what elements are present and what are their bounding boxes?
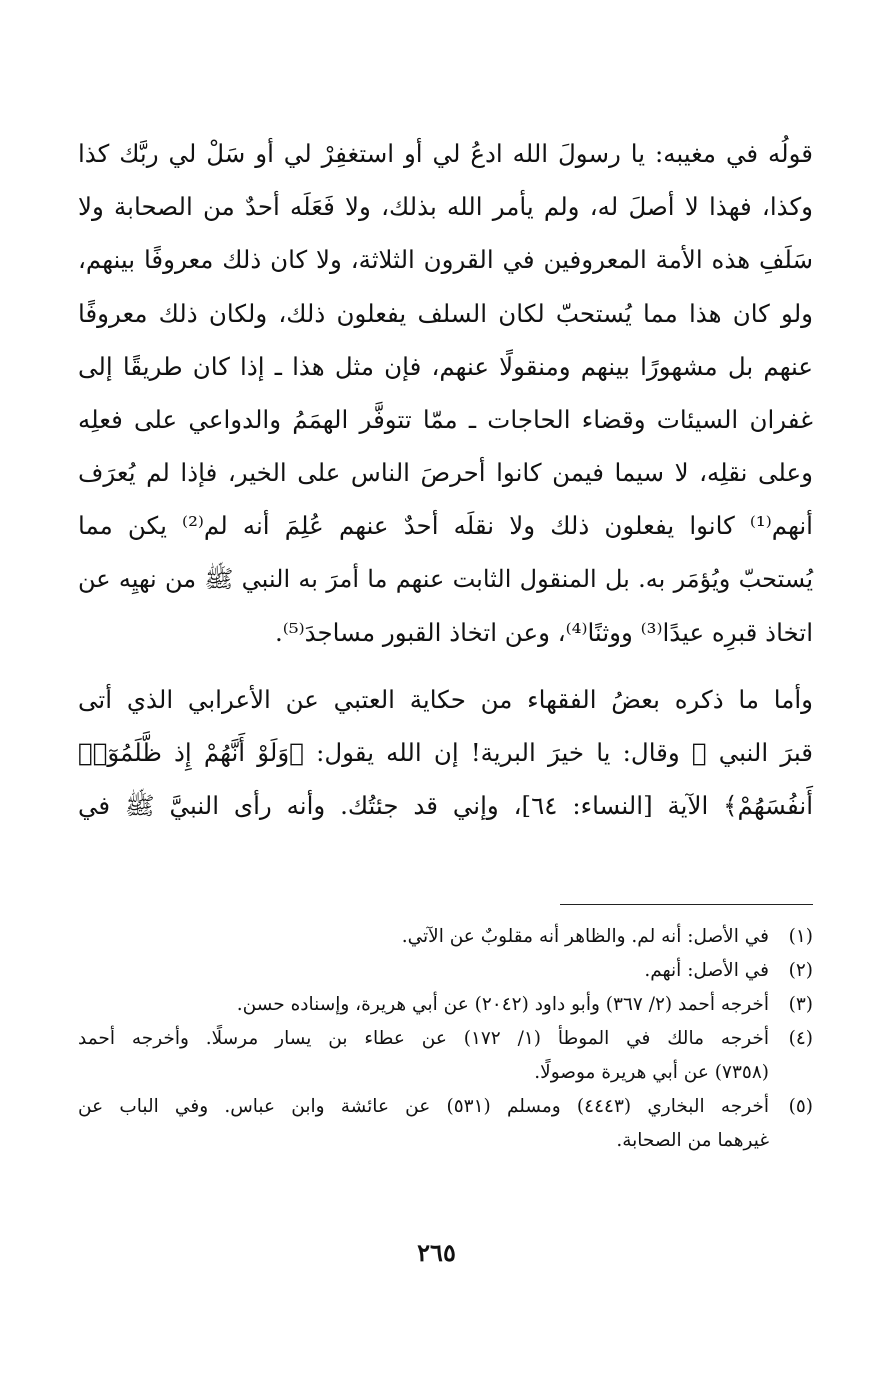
footnote-number: (٣) <box>788 994 813 1015</box>
footnote-number: (١) <box>788 926 813 947</box>
text-line: ولو كان هذا مما يُستحبّ لكان السلف يفعلون ذلك، ولكان ذلك معروفًا <box>78 298 813 328</box>
text-line: يُستحبّ ويُؤمَر به. بل المنقول الثابت عنهم ما أمرَ به النبي ﷺ من نهيِه عن <box>78 564 813 593</box>
footnote <box>78 954 813 988</box>
footnote-number: (٤) <box>788 1028 813 1049</box>
footnote-line: (٧٣٥٨) عن أبي هريرة موصولًا. <box>534 1062 769 1083</box>
text-line: أَنفُسَهُمْ﴾ الآية [النساء: ٦٤]، وإني قد جئتُك. وأنه رأى النبيَّ ﷺ في <box>78 791 813 821</box>
footnote-body <box>78 1022 769 1090</box>
footnote-line: أخرجه أحمد (٢/ ٣٦٧) وأبو داود (٢٠٤٢) عن أبي هريرة، وإسناده حسن. <box>236 994 769 1015</box>
footnote-body <box>78 954 769 988</box>
footnote-line: في الأصل: أنهم. <box>644 960 769 981</box>
text-line: قولُه في مغيبه: يا رسولَ الله ادعُ لي أو استغفِرْ لي أو سَلْ لي ربَّك كذا <box>78 139 813 168</box>
text-line: عنهم بل مشهورًا بينهم ومنقولًا عنهم، فإن مثل هذا ـ إذا كان طريقًا إلى <box>78 351 813 381</box>
footnote-line: في الأصل: أنه لم. والظاهر أنه مقلوبٌ عن الآتي. <box>401 926 769 947</box>
text-line: سَلَفِ هذه الأمة المعروفين في القرون الثلاثة، ولا كان ذلك معروفًا بينهم، <box>78 245 813 275</box>
footnote-line: غيرهما من الصحابة. <box>616 1130 769 1151</box>
paragraph-1 <box>78 127 813 659</box>
page-number: ٢٦٥ <box>417 1238 456 1267</box>
text-line: وأما ما ذكره بعضُ الفقهاء من حكاية العتبي عن الأعرابي الذي أتى <box>78 685 813 715</box>
footnote-number: (٢) <box>788 960 813 981</box>
text-line: قبرَ النبي ﷺ وقال: يا خيرَ البرية! إن الله يقول: ﴿وَلَوْ أَنَّهُمْ إِذ ظَّلَمُوٓا۟ <box>78 738 813 768</box>
footnote-line: أخرجه مالك في الموطأ (١/ ١٧٢) عن عطاء بن يسار مرسلًا. وأخرجه أحمد <box>78 1028 769 1049</box>
footnote-line: أخرجه البخاري (٤٤٤٣) ومسلم (٥٣١) عن عائشة وابن عباس. وفي الباب عن <box>78 1096 770 1117</box>
footnote <box>78 988 813 1022</box>
footnote-body <box>78 920 769 954</box>
text-line: غفران السيئات وقضاء الحاجات ـ ممّا تتوفَّر الهمَمُ والدواعي على فعلِه <box>78 405 813 435</box>
footnote <box>78 1022 813 1090</box>
footnote-separator <box>560 904 813 905</box>
footnote-body <box>78 1090 769 1158</box>
footnote <box>78 920 813 954</box>
footnote <box>78 1090 813 1158</box>
paragraph-2 <box>78 673 813 833</box>
text-line: وعلى نقلِه، لا سيما فيمن كانوا أحرصَ الناس على الخير، فإذا لم يُعرَف <box>78 458 813 488</box>
text-line: اتخاذ قبرِه عيدًا⁽³⁾ ووثنًا⁽⁴⁾، وعن اتخاذ القبور مساجدَ⁽⁵⁾. <box>274 617 813 647</box>
text-line: وكذا، فهذا لا أصلَ له، ولم يأمر الله بذلك، ولا فَعَلَه أحدٌ من الصحابة ولا <box>78 192 813 222</box>
text-line: أنهم⁽¹⁾ كانوا يفعلون ذلك ولا نقلَه أحدٌ عنهم عُلِمَ أنه لم⁽²⁾ يكن مما <box>78 511 813 541</box>
footnotes <box>78 920 813 1158</box>
main-text <box>78 127 813 833</box>
footnote-body <box>78 988 769 1022</box>
footnote-number: (٥) <box>788 1096 813 1117</box>
